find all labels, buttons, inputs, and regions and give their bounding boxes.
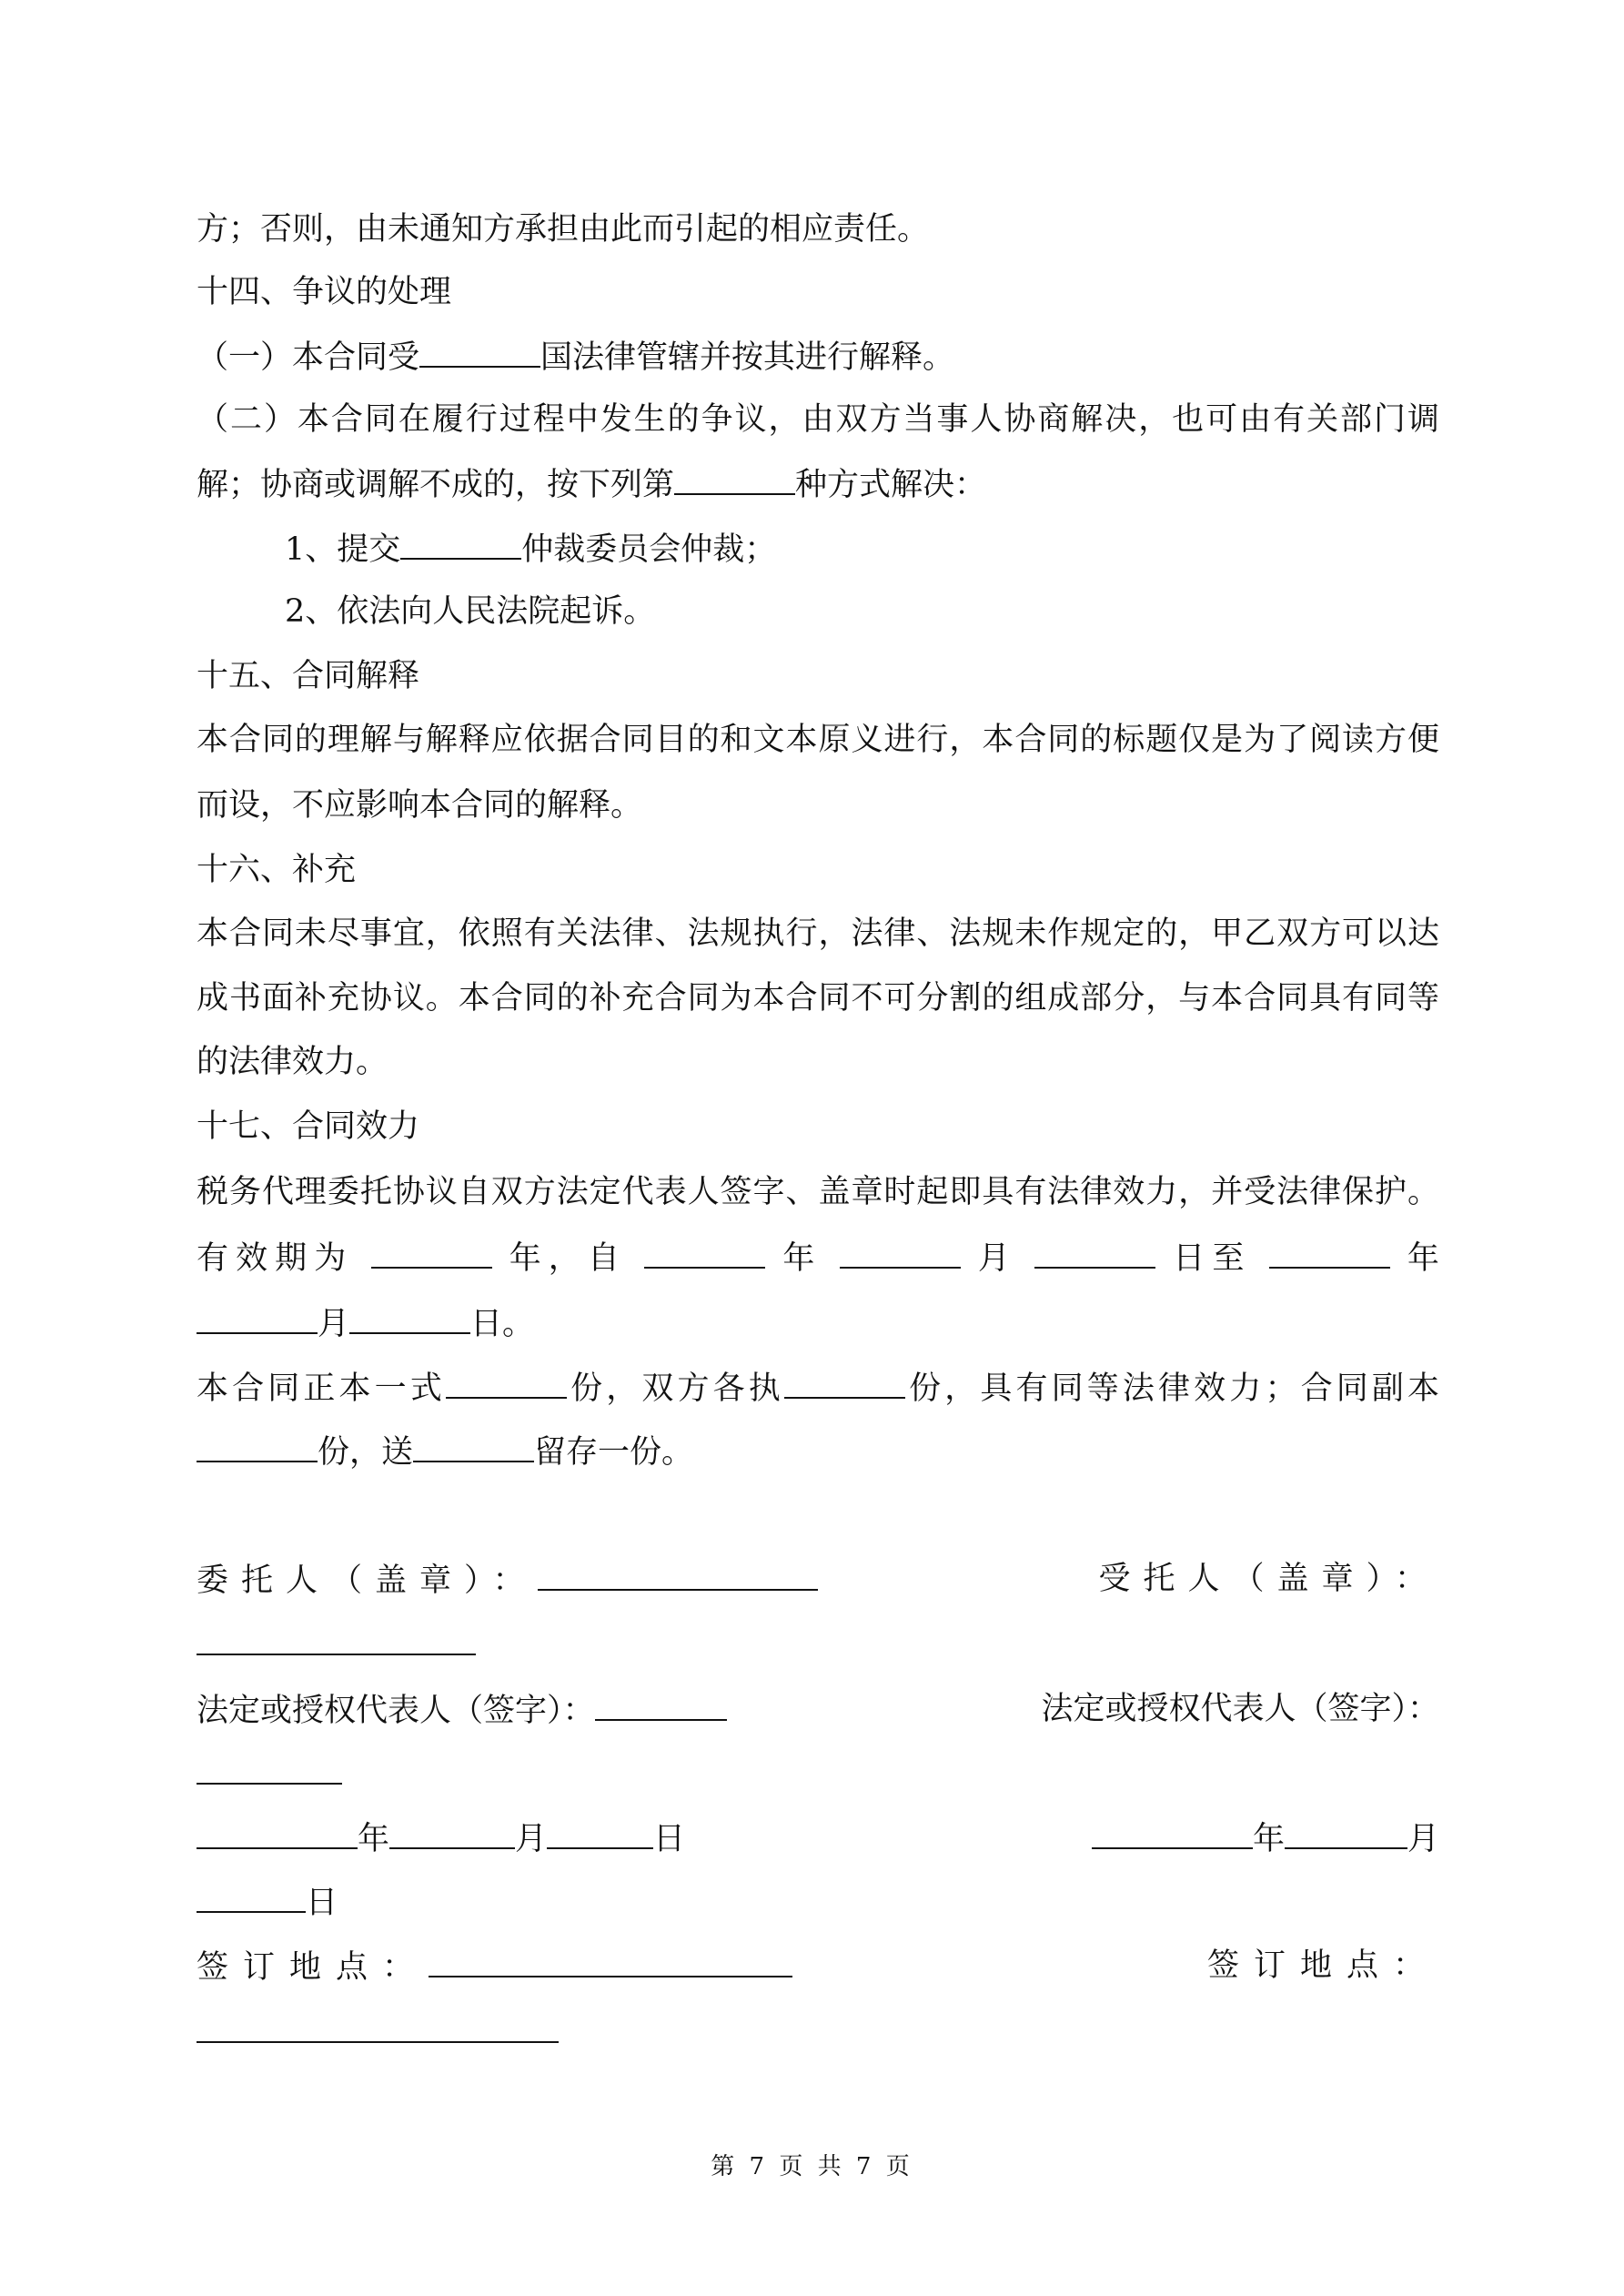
- text: 月: [515, 1821, 548, 1857]
- page-number: 第 7 页 共 7 页: [711, 2153, 913, 2180]
- text: 日至: [1173, 1240, 1252, 1277]
- text: 日: [306, 1885, 338, 1921]
- text: （一）本合同受: [197, 339, 420, 376]
- client-date-row: [197, 1815, 685, 1860]
- text: 本合同正本一式: [197, 1371, 446, 1407]
- month-field[interactable]: [389, 1815, 515, 1849]
- blank-field: [413, 1428, 534, 1462]
- paragraph-line: 本合同未尽事宜，依照有关法律、法规执行，法律、法规未作规定的，甲乙双方可以达: [197, 915, 1439, 952]
- clause-14-2-cont: [197, 460, 1439, 506]
- blank-field: [674, 460, 795, 495]
- client-seal-label: 委托人（盖章）：: [197, 1563, 538, 1599]
- text: 年: [782, 1240, 822, 1277]
- blank-field: [446, 1364, 567, 1399]
- paragraph-line: 本合同的理解与解释应依据合同目的和文本原义进行，本合同的标题仅是为了阅读方便: [197, 722, 1439, 758]
- client-place-label: 签订地点：: [197, 1949, 429, 1986]
- month-field[interactable]: [1285, 1815, 1407, 1849]
- text: 年: [1252, 1821, 1285, 1857]
- year-field[interactable]: [1092, 1815, 1253, 1849]
- validity-period-line: [197, 1234, 1439, 1279]
- blank-field: [371, 1234, 492, 1269]
- section-heading-17: 十七、合同效力: [197, 1108, 420, 1145]
- blank-field: [197, 1300, 318, 1334]
- section-heading-16: 十六、补充: [197, 852, 357, 888]
- paragraph-line: 的法律效力。: [197, 1044, 388, 1080]
- text: 份，送: [318, 1434, 414, 1471]
- client-seal-field[interactable]: [538, 1556, 818, 1591]
- day-field[interactable]: [547, 1815, 653, 1849]
- agent-place-field-row: [197, 2008, 559, 2054]
- text: 份，具有同等法律效力；合同副本: [904, 1371, 1439, 1407]
- section-heading-15: 十五、合同解释: [197, 658, 420, 694]
- paragraph-line: 方；否则，由未通知方承担由此而引起的相应责任。: [197, 211, 930, 248]
- blank-field: [784, 1364, 905, 1399]
- agent-place-field[interactable]: [197, 2008, 559, 2043]
- blank-field: [644, 1234, 765, 1269]
- blank-field: [1034, 1234, 1155, 1269]
- client-rep-field[interactable]: [595, 1686, 727, 1721]
- text: 有效期为: [197, 1240, 354, 1277]
- agent-rep-label: [1041, 1686, 1439, 1732]
- agent-rep-field[interactable]: [197, 1750, 342, 1785]
- text: 国法律管辖并按其进行解释。: [540, 339, 955, 376]
- text: 受托人（盖章）：: [1098, 1561, 1439, 1597]
- paragraph-line: 成书面补充协议。本合同的补充合同为本合同不可分割的组成部分，与本合同具有同等: [197, 980, 1439, 1017]
- text: 年，自: [509, 1240, 627, 1277]
- text: 仲裁委员会仲裁；: [521, 531, 777, 568]
- blank-field: [1269, 1234, 1390, 1269]
- text: 日。: [470, 1306, 535, 1342]
- blank-field: [400, 525, 521, 560]
- option-2: 2、依法向人民法院起诉。: [285, 593, 656, 630]
- day-field[interactable]: [197, 1878, 306, 1913]
- clause-14-1: [197, 333, 1439, 379]
- text: 月: [318, 1306, 350, 1342]
- agent-date-row: [1092, 1815, 1439, 1860]
- client-place-field[interactable]: [429, 1943, 792, 1977]
- blank-field: [349, 1300, 470, 1334]
- text: 法定或授权代表人（签字）：: [1041, 1691, 1439, 1727]
- copies-line: [197, 1364, 1439, 1410]
- client-rep-row: [197, 1686, 727, 1732]
- client-rep-label: 法定或授权代表人（签字）：: [197, 1693, 595, 1729]
- blank-field: [840, 1234, 961, 1269]
- text: 签订地点：: [1206, 1947, 1439, 1984]
- text: 份，双方各执: [566, 1371, 784, 1407]
- text: 日: [653, 1821, 686, 1857]
- year-field[interactable]: [197, 1815, 358, 1849]
- text: 解；协商或调解不成的，按下列第: [197, 467, 675, 503]
- blank-field: [419, 333, 540, 368]
- text: 留存一份。: [534, 1434, 694, 1471]
- paragraph-line: 税务代理委托协议自双方法定代表人签字、盖章时起即具有法律效力，并受法律保护。: [197, 1174, 1439, 1210]
- blank-field: [197, 1428, 318, 1462]
- text: 年: [1407, 1240, 1439, 1277]
- text: 月: [977, 1240, 1017, 1277]
- validity-period-cont: [197, 1300, 1439, 1345]
- text: 1、提交: [285, 531, 401, 568]
- client-seal-row: [197, 1556, 818, 1602]
- agent-seal-label: [1098, 1556, 1439, 1602]
- option-1: [285, 525, 1528, 571]
- text: 月: [1407, 1821, 1439, 1857]
- section-heading-14: 十四、争议的处理: [197, 274, 452, 310]
- text: 年: [358, 1821, 390, 1857]
- agent-day-row: [197, 1878, 338, 1924]
- copies-cont: [197, 1428, 1439, 1473]
- text: 种方式解决：: [795, 467, 987, 503]
- agent-seal-field[interactable]: [197, 1621, 476, 1655]
- client-place-row: [197, 1943, 792, 1988]
- agent-place-label: [1207, 1943, 1439, 1988]
- agent-rep-field-row: [197, 1750, 342, 1795]
- agent-seal-field-row: [197, 1621, 476, 1666]
- clause-14-2: （二）本合同在履行过程中发生的争议，由双方当事人协商解决，也可由有关部门调: [197, 401, 1439, 438]
- paragraph-line: 而设，不应影响本合同的解释。: [197, 787, 643, 824]
